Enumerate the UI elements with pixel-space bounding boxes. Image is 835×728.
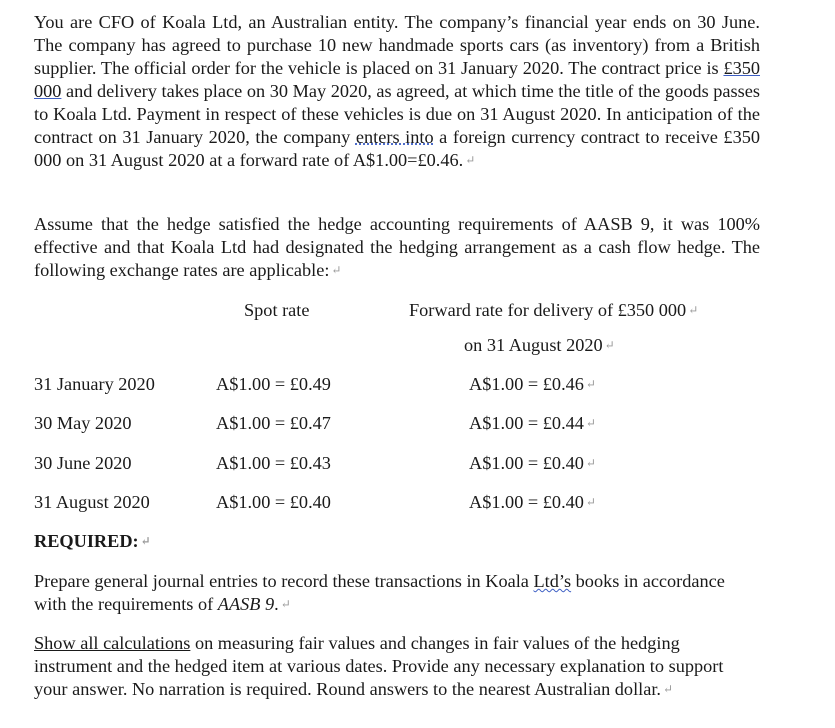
contract-price: £350 000 [34,58,760,101]
enters-into-phrase: enters into [355,127,434,147]
spot-rate-value: A$1.00 = £0.40 [216,492,331,512]
standard-name: AASB 9 [217,594,275,614]
forward-rate-text: A$1.00 = £0.40 [469,492,584,512]
ltds-word: Ltd’s [533,571,572,591]
forward-rate-subheader [464,334,615,359]
spot-rate-value: A$1.00 = £0.49 [216,374,331,394]
paragraph-mark: ↵ [280,597,291,611]
intro-text-1: You are CFO of Koala Ltd, an Australian entity. The company’s financial year ends on 30 June. The company has agreed to purchase 10 new handmade sports cars (as inventory) from a British supplier. The official order for the vehicle is placed on 31 January 2020. The contract price is [34,12,760,78]
required-text-1b: books in accordance with the requirements of [34,571,725,614]
forward-rate-header [409,299,698,324]
forward-rate-text: A$1.00 = £0.44 [469,413,584,433]
required-text-1c: . [274,594,279,614]
forward-rate-value [469,373,596,398]
spot-rate-value: A$1.00 = £0.47 [216,413,331,433]
rate-date: 30 June 2020 [34,453,132,473]
intro-text-3: a foreign currency contract to receive £350 000 on 31 August 2020 at a forward rate of A$1.00=£0.46. [34,127,760,170]
forward-rate-value [469,491,596,516]
forward-header-line1: Forward rate for delivery of £350 000 [409,300,687,320]
forward-rate-value [469,412,596,437]
assumption-paragraph [34,213,760,284]
assumption-text: Assume that the hedge satisfied the hedge accounting requirements of AASB 9, it was 100% effective and that Koala Ltd had designated the hedging arrangement as a cash flow hedge. The following exchange rates are applicable: [34,214,760,280]
required-heading [34,530,151,555]
required-text-1a: Prepare general journal entries to record these transactions in Koala [34,571,534,591]
required-paragraph-2 [34,632,746,703]
spot-rate-header: Spot rate [244,300,310,320]
paragraph-mark: ↵ [663,682,674,696]
paragraph-mark: ↵ [585,377,596,391]
forward-rate-value [469,452,596,477]
paragraph-mark: ↵ [465,153,476,167]
intro-text-2: and delivery takes place on 30 May 2020, as agreed, at which time the title of the goods passes to Koala Ltd. Payment in respect of these vehicles is due on 31 August 2020. In anticipation of the contract on 31 January 2020, the company [34,81,760,147]
paragraph-mark: ↵ [585,416,596,430]
intro-paragraph [34,11,760,174]
paragraph-mark: ↵ [140,534,151,548]
spot-rate-value: A$1.00 = £0.43 [216,453,331,473]
rate-date: 30 May 2020 [34,413,132,433]
paragraph-mark: ↵ [604,338,615,352]
rate-date: 31 January 2020 [34,374,155,394]
required-text-2: on measuring fair values and changes in fair values of the hedging instrument and the hedged item at various dates. Provide any necessary explanation to support your answer. No narration is required. Round answers to the nearest Australian dollar. [34,633,724,699]
paragraph-mark: ↵ [688,303,699,317]
forward-header-line2: on 31 August 2020 [464,335,603,355]
forward-rate-text: A$1.00 = £0.40 [469,453,584,473]
rate-date: 31 August 2020 [34,492,150,512]
paragraph-mark: ↵ [585,456,596,470]
show-calculations-phrase: Show all calculations [34,633,191,653]
forward-rate-text: A$1.00 = £0.46 [469,374,584,394]
paragraph-mark: ↵ [585,495,596,509]
required-paragraph-1 [34,570,734,618]
required-title: REQUIRED: [34,531,139,551]
paragraph-mark: ↵ [331,263,342,277]
